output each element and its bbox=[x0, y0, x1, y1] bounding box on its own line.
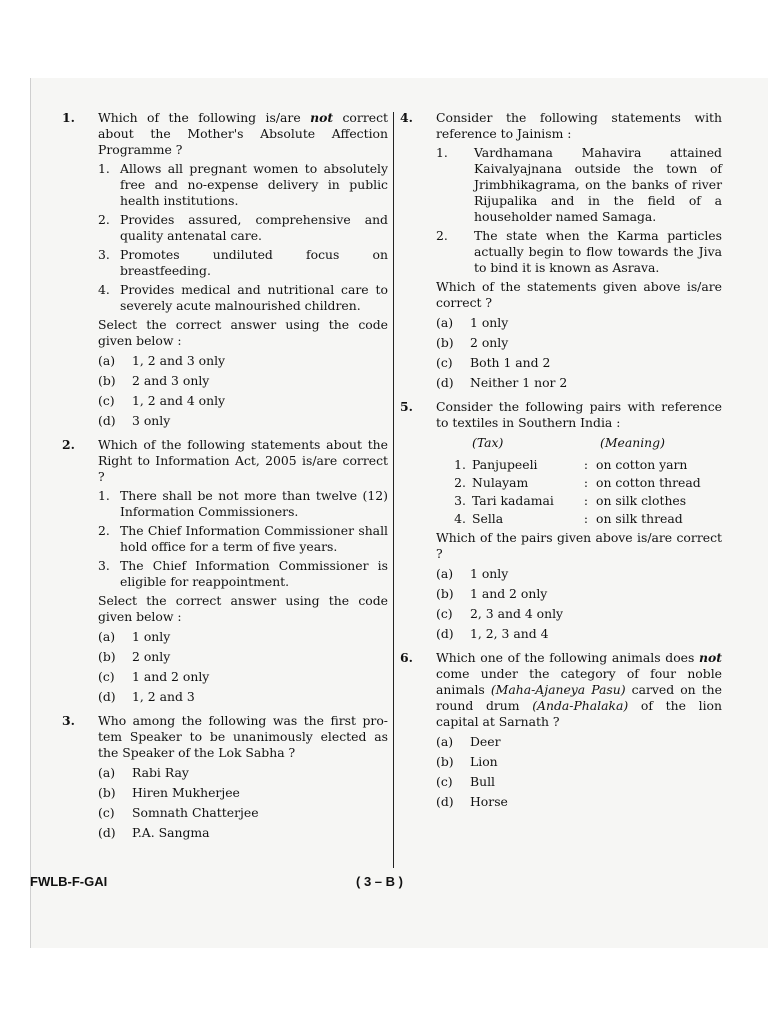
option-c[interactable] bbox=[436, 774, 722, 790]
option-text: Bull bbox=[470, 774, 496, 789]
option-text: 1 only bbox=[470, 315, 509, 330]
option-b[interactable] bbox=[436, 335, 722, 351]
pair-tax: Panjupeeli bbox=[472, 457, 538, 472]
statement-text: Provides medical and nutritional care to severely acute malnourished children. bbox=[120, 282, 388, 313]
pair-tax: Nulayam bbox=[472, 475, 529, 490]
option-letter: (b) bbox=[98, 785, 116, 800]
option-b[interactable] bbox=[98, 373, 388, 389]
option-c[interactable] bbox=[98, 669, 388, 685]
stem-text: of the lion capital at Sarnath ? bbox=[436, 698, 722, 729]
question-3 bbox=[62, 713, 388, 841]
statement bbox=[98, 247, 388, 279]
statement bbox=[98, 212, 388, 244]
stem-text: correct about the Mother's Absolute Affection Programme ? bbox=[98, 110, 388, 157]
option-a[interactable] bbox=[98, 353, 388, 369]
statement-text: Promotes undiluted focus on breastfeeding. bbox=[120, 247, 388, 278]
option-letter: (a) bbox=[98, 765, 116, 780]
stem-emphasis: (Anda-Phalaka) bbox=[532, 698, 629, 713]
option-d[interactable] bbox=[98, 825, 388, 841]
header-meaning: (Meaning) bbox=[600, 435, 665, 450]
pair-number: 1. bbox=[454, 457, 466, 472]
option-text: Somnath Chatterjee bbox=[132, 805, 259, 820]
instruction: Which of the statements given above is/are correct ? bbox=[436, 279, 722, 310]
pair-meaning: on silk clothes bbox=[596, 493, 687, 508]
question-6 bbox=[400, 650, 722, 810]
question-number: 1. bbox=[62, 110, 75, 125]
question-stem: Who among the following was the first pro-tem Speaker to be unanimously elected as the Speaker of the Lok Sabha ? bbox=[98, 713, 388, 760]
option-a[interactable] bbox=[436, 315, 722, 331]
question-stem: Consider the following pairs with reference to textiles in Southern India : bbox=[436, 399, 722, 430]
question-stem bbox=[436, 650, 722, 730]
option-letter: (a) bbox=[98, 353, 116, 368]
statement-text: The Chief Information Commissioner shall hold office for a term of five years. bbox=[120, 523, 388, 554]
pair-separator: : bbox=[583, 475, 589, 490]
pair-meaning: on silk thread bbox=[596, 511, 683, 526]
option-a[interactable] bbox=[436, 734, 722, 750]
option-text: 1, 2 and 3 bbox=[132, 689, 195, 704]
statement-number: 3. bbox=[98, 247, 110, 262]
option-d[interactable] bbox=[98, 689, 388, 705]
statement-text: There shall be not more than twelve (12) Information Commissioners. bbox=[120, 488, 388, 519]
statement-text: The state when the Karma particles actually begin to flow towards the Jiva to bind it is known as Asrava. bbox=[474, 228, 722, 275]
option-c[interactable] bbox=[436, 606, 722, 622]
pairs-header bbox=[436, 435, 722, 451]
statement bbox=[98, 558, 388, 590]
option-text: 2 and 3 only bbox=[132, 373, 210, 388]
option-text: 2 only bbox=[132, 649, 171, 664]
option-text: P.A. Sangma bbox=[132, 825, 210, 840]
option-b[interactable] bbox=[436, 586, 722, 602]
option-text: 3 only bbox=[132, 413, 171, 428]
question-stem bbox=[98, 110, 388, 158]
option-letter: (d) bbox=[98, 689, 116, 704]
option-letter: (c) bbox=[98, 805, 115, 820]
option-c[interactable] bbox=[98, 805, 388, 821]
statement-number: 4. bbox=[98, 282, 110, 297]
statement-number: 2. bbox=[98, 523, 110, 538]
question-number: 3. bbox=[62, 713, 75, 728]
stem-emphasis: not bbox=[699, 650, 722, 665]
question-number: 6. bbox=[400, 650, 413, 665]
option-c[interactable] bbox=[98, 393, 388, 409]
statement-text: Provides assured, comprehensive and quality antenatal care. bbox=[120, 212, 388, 243]
option-text: Horse bbox=[470, 794, 508, 809]
option-b[interactable] bbox=[436, 754, 722, 770]
pair-number: 4. bbox=[454, 511, 466, 526]
option-text: Lion bbox=[470, 754, 498, 769]
instruction: Which of the pairs given above is/are correct ? bbox=[436, 530, 722, 561]
option-letter: (d) bbox=[98, 825, 116, 840]
instruction: Select the correct answer using the code given below : bbox=[98, 317, 388, 348]
instruction: Select the correct answer using the code given below : bbox=[98, 593, 388, 624]
option-letter: (a) bbox=[98, 629, 116, 644]
option-text: Hiren Mukherjee bbox=[132, 785, 240, 800]
pair-tax: Tari kadamai bbox=[472, 493, 554, 508]
stem-text: Which of the following is/are bbox=[98, 110, 311, 125]
option-b[interactable] bbox=[98, 649, 388, 665]
stem-text: carved on the round drum bbox=[436, 682, 722, 713]
option-letter: (d) bbox=[98, 413, 116, 428]
question-1 bbox=[62, 110, 388, 429]
option-letter: (c) bbox=[98, 393, 115, 408]
pair-number: 2. bbox=[454, 475, 466, 490]
option-letter: (b) bbox=[436, 586, 454, 601]
option-text: 1 and 2 only bbox=[470, 586, 548, 601]
question-stem: Consider the following statements with reference to Jainism : bbox=[436, 110, 722, 141]
statement-text: Vardhamana Mahavira attained Kaivalyajnana outside the town of Jrimbhikagrama, on the banks of river Rijupalika and in the field of a householder named Samaga. bbox=[474, 145, 722, 224]
question-number: 4. bbox=[400, 110, 413, 125]
option-d[interactable] bbox=[436, 794, 722, 810]
option-text: 2 only bbox=[470, 335, 509, 350]
statement-text: The Chief Information Commissioner is eligible for reappointment. bbox=[120, 558, 388, 589]
statement bbox=[436, 145, 722, 225]
column-divider bbox=[393, 112, 394, 868]
option-text: 1, 2, 3 and 4 bbox=[470, 626, 549, 641]
statement-number: 3. bbox=[98, 558, 110, 573]
pair-meaning: on cotton thread bbox=[596, 475, 701, 490]
pairs-table bbox=[436, 457, 722, 527]
option-letter: (c) bbox=[436, 355, 453, 370]
option-letter: (b) bbox=[436, 335, 454, 350]
option-a[interactable] bbox=[436, 566, 722, 582]
option-text: 1, 2 and 4 only bbox=[132, 393, 226, 408]
option-d[interactable] bbox=[98, 413, 388, 429]
pair-row bbox=[436, 511, 722, 527]
statement-text: Allows all pregnant women to absolutely free and no-expense delivery in public health institutions. bbox=[120, 161, 388, 208]
option-letter: (d) bbox=[436, 626, 454, 641]
header-tax: (Tax) bbox=[472, 435, 504, 450]
option-letter: (a) bbox=[436, 566, 454, 581]
option-letter: (d) bbox=[436, 375, 454, 390]
option-a[interactable] bbox=[98, 629, 388, 645]
option-text: 1, 2 and 3 only bbox=[132, 353, 226, 368]
right-column bbox=[400, 110, 722, 818]
option-text: Rabi Ray bbox=[132, 765, 189, 780]
option-c[interactable] bbox=[436, 355, 722, 371]
statement bbox=[98, 161, 388, 209]
statement bbox=[98, 488, 388, 520]
pair-row bbox=[436, 457, 722, 473]
option-letter: (b) bbox=[98, 649, 116, 664]
option-d[interactable] bbox=[436, 626, 722, 642]
option-letter: (a) bbox=[436, 315, 454, 330]
stem-emphasis: not bbox=[310, 110, 334, 125]
pair-separator: : bbox=[583, 493, 589, 508]
option-text: Neither 1 nor 2 bbox=[470, 375, 568, 390]
statement bbox=[98, 282, 388, 314]
option-letter: (a) bbox=[436, 734, 454, 749]
option-text: 1 and 2 only bbox=[132, 669, 210, 684]
question-5 bbox=[400, 399, 722, 642]
question-number: 2. bbox=[62, 437, 75, 452]
statement-number: 2. bbox=[98, 212, 110, 227]
statement-number: 2. bbox=[436, 228, 448, 243]
question-number: 5. bbox=[400, 399, 413, 414]
statement bbox=[436, 228, 722, 276]
pair-row bbox=[436, 493, 722, 509]
pair-meaning: on cotton yarn bbox=[596, 457, 688, 472]
option-letter: (b) bbox=[436, 754, 454, 769]
option-text: 1 only bbox=[470, 566, 509, 581]
pair-number: 3. bbox=[454, 493, 466, 508]
option-d[interactable] bbox=[436, 375, 722, 391]
option-letter: (b) bbox=[98, 373, 116, 388]
option-a[interactable] bbox=[98, 765, 388, 781]
stem-emphasis: (Maha-Ajaneya Pasu) bbox=[490, 682, 626, 697]
question-4 bbox=[400, 110, 722, 391]
statement-number: 1. bbox=[436, 145, 448, 160]
booklet-code: FWLB-F-GAI bbox=[30, 874, 108, 889]
option-b[interactable] bbox=[98, 785, 388, 801]
pair-separator: : bbox=[583, 511, 589, 526]
statement bbox=[98, 523, 388, 555]
option-text: Both 1 and 2 bbox=[470, 355, 551, 370]
option-letter: (d) bbox=[436, 794, 454, 809]
pair-row bbox=[436, 475, 722, 491]
statement-number: 1. bbox=[98, 488, 110, 503]
page-number: ( 3 – B ) bbox=[356, 874, 403, 889]
statement-number: 1. bbox=[98, 161, 110, 176]
option-letter: (c) bbox=[98, 669, 115, 684]
option-letter: (c) bbox=[436, 774, 453, 789]
left-column bbox=[62, 110, 388, 849]
option-text: Deer bbox=[470, 734, 501, 749]
option-letter: (c) bbox=[436, 606, 453, 621]
question-stem: Which of the following statements about the Right to Information Act, 2005 is/are correct ? bbox=[98, 437, 388, 484]
pair-tax: Sella bbox=[472, 511, 504, 526]
stem-text: come under the category of four noble animals bbox=[436, 666, 722, 697]
question-2 bbox=[62, 437, 388, 705]
option-text: 2, 3 and 4 only bbox=[470, 606, 564, 621]
stem-text: Which one of the following animals does bbox=[436, 650, 699, 665]
option-text: 1 only bbox=[132, 629, 171, 644]
pair-separator: : bbox=[583, 457, 589, 472]
